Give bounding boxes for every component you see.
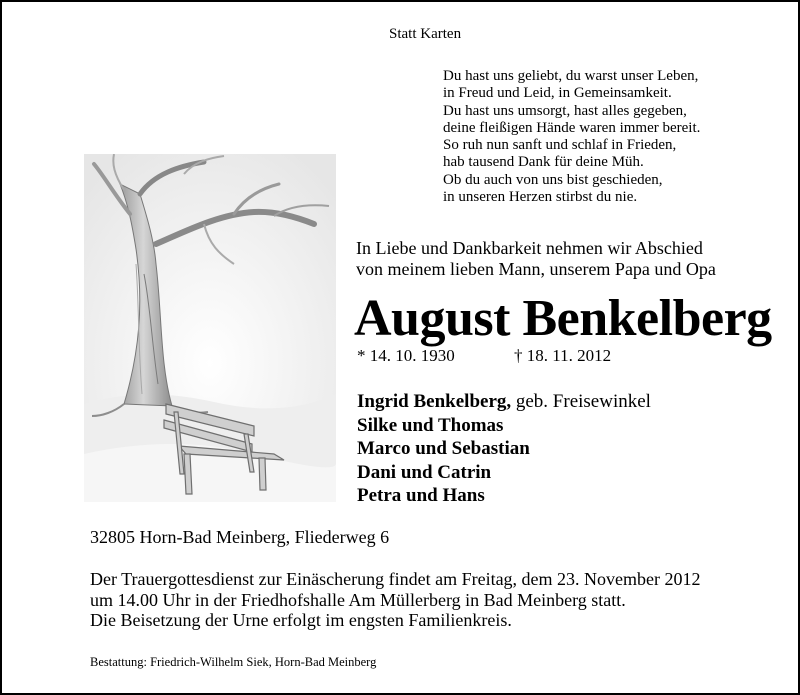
family-member-suffix: geb. Freisewinkel [511, 391, 651, 412]
poem-line: Du hast uns geliebt, du warst unser Leben, [443, 68, 699, 84]
poem-line: deine fleißigen Hände waren immer bereit. [443, 119, 701, 136]
address: 32805 Horn-Bad Meinberg, Fliederweg 6 [90, 527, 390, 547]
family-member [357, 461, 651, 485]
poem-line: So ruh nun sanft und schlaf in Frieden, [443, 137, 677, 154]
poem-line: Du hast uns umsorgt, hast alles gegeben, [443, 102, 687, 119]
service-info [90, 569, 701, 631]
family-list [357, 390, 651, 508]
death-date: † 18. 11. 2012 [514, 346, 612, 365]
family-member-name: Dani und Catrin [357, 461, 492, 483]
deceased-name: August Benkelberg [354, 290, 772, 347]
family-member-name: Ingrid Benkelberg, [357, 391, 512, 412]
undertaker-credit: Bestattung: Friedrich-Wilhelm Siek, Horn-Bad Meinberg [90, 655, 377, 669]
family-member [357, 484, 651, 508]
birth-date: * 14. 10. 1930 [357, 346, 455, 365]
poem-line: in unseren Herzen stirbst du nie. [443, 189, 638, 206]
family-member-name: Silke und Thomas [357, 414, 504, 436]
poem [443, 68, 700, 206]
family-member [357, 414, 651, 438]
family-member-name: Marco und Sebastian [357, 438, 530, 459]
service-line: Der Trauergottesdienst zur Einäscherung findet am Freitag, dem 23. November 2012 [90, 569, 701, 589]
poem-line: in Freud und Leid, in Gemeinsamkeit. [443, 85, 672, 102]
family-member [357, 437, 651, 461]
intro-text [356, 238, 716, 280]
poem-line: hab tausend Dank für deine Müh. [443, 154, 644, 171]
poem-line: Ob du auch von uns bist geschieden, [443, 171, 663, 188]
intro-line: In Liebe und Dankbarkeit nehmen wir Abschied [356, 238, 703, 258]
service-line: um 14.00 Uhr in der Friedhofshalle Am Müllerberg in Bad Meinberg statt. [90, 589, 626, 610]
intro-line: von meinem lieben Mann, unserem Papa und Opa [356, 259, 716, 279]
family-member [357, 390, 651, 414]
statt-karten-label: Statt Karten [389, 26, 462, 42]
family-member-name: Petra und Hans [357, 485, 485, 506]
service-line: Die Beisetzung der Urne erfolgt im engsten Familienkreis. [90, 610, 512, 630]
tree-and-bench-sketch-icon [84, 154, 336, 502]
